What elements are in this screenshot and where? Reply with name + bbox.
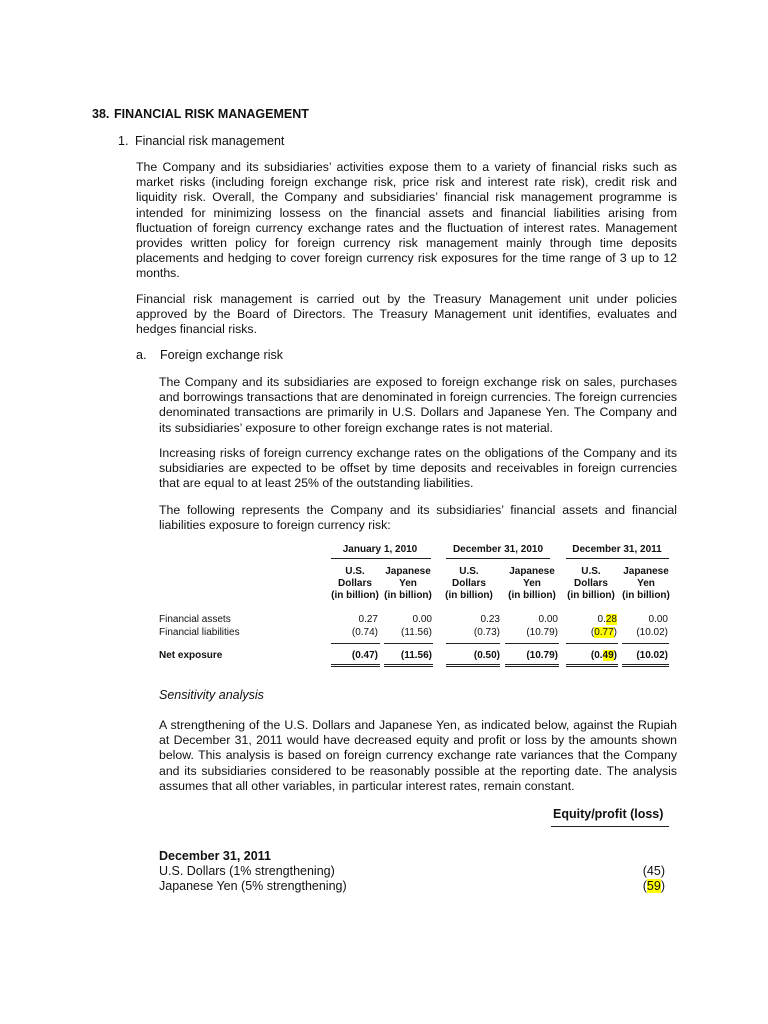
sum-rule [331, 643, 380, 644]
table-cell: (10.02) [636, 650, 668, 661]
sensitivity-row-label: Japanese Yen (5% strengthening) [159, 879, 347, 893]
equity-column-header: Equity/profit (loss) [553, 807, 664, 821]
group-underline [446, 558, 550, 559]
sum-rule [384, 643, 433, 644]
table-group-header: December 31, 2011 [572, 544, 662, 555]
paragraph-fx-exposure: The Company and its subsidiaries are exposed to foreign exchange risk on sales, purchases and borrowings transactions that are denominated in foreign currencies. The foreign currencies denominated transactions are primarily in U.S. Dollars and Japanese Yen. The Company and its subsidiaries’ exposure to other foreign exchange rates is not material. [159, 375, 677, 435]
total-double-rule [446, 664, 500, 665]
table-cell: 0.23 [480, 614, 500, 625]
highlight-mark: 0.77 [594, 627, 614, 638]
table-cell: (0.74) [351, 627, 378, 638]
total-double-rule [566, 666, 618, 667]
sum-rule [622, 643, 669, 644]
total-double-rule [331, 666, 380, 667]
table-cell: (11.56) [401, 627, 432, 638]
table-row-label: Financial liabilities [159, 627, 240, 638]
equity-header-rule [551, 826, 669, 827]
table-cell: (11.56) [400, 650, 432, 661]
section-heading [92, 107, 309, 121]
total-double-rule [331, 664, 380, 665]
table-cell: 0.00 [538, 614, 558, 625]
table-column-header: U.S. Dollars (in billion) [445, 566, 493, 601]
table-cell: 0.00 [648, 614, 668, 625]
paragraph-treasury-management: Financial risk management is carried out by the Treasury Management unit under policies approved by the Board of Directors. The Treasury Management unit identifies, evaluates and hedges financial risks. [136, 292, 677, 337]
sensitivity-row-label: U.S. Dollars (1% strengthening) [159, 864, 335, 878]
table-group-header: January 1, 2010 [342, 544, 418, 555]
sensitivity-row-value: (45) [642, 864, 665, 878]
highlight-mark: 59 [646, 879, 661, 893]
table-cell: (0.50) [473, 650, 500, 661]
subsection-heading [118, 134, 284, 148]
table-column-header: U.S. Dollars (in billion) [331, 566, 379, 601]
sum-rule [566, 643, 618, 644]
table-group-header: December 31, 2010 [452, 544, 544, 555]
item-a-heading [136, 348, 283, 362]
table-cell: (0.47) [351, 650, 378, 661]
sensitivity-date-label: December 31, 2011 [159, 849, 271, 863]
table-row-label: Net exposure [159, 650, 223, 661]
sum-rule [505, 643, 559, 644]
section-title: FINANCIAL RISK MANAGEMENT [114, 107, 309, 121]
table-cell: 0.27 [358, 614, 378, 625]
table-column-header: Japanese Yen (in billion) [384, 566, 432, 601]
paragraph-risk-overview: The Company and its subsidiaries’ activities expose them to a variety of financial risks such as market risks (including foreign exchange risk, price risk and interest rate risk), credit risk and liquidity risk. Overall, the Company and subsidiaries’ financial risk management programme is intended for minimizing lossess on the financial assets and financial liabilities arising from fluctuation of foreign currency exchange rates and the fluctuation of interest rates. Management provides written policy for foreign currency risk management mainly through time deposits placements and hedging to cover foreign currency risk exposures for the time range of 3 up to 12 months. [136, 160, 677, 281]
table-column-header: Japanese Yen (in billion) [622, 566, 670, 601]
table-cell: 0.00 [412, 614, 432, 625]
subsection-title: Financial risk management [135, 134, 285, 148]
table-cell-highlighted: (0.49) [590, 650, 617, 661]
item-a-title: Foreign exchange risk [160, 348, 283, 362]
table-cell-highlighted: 0.28 [597, 614, 617, 625]
sensitivity-row-value-highlighted: (59) [642, 879, 665, 893]
total-double-rule [622, 664, 669, 665]
total-double-rule [505, 664, 559, 665]
table-column-header: U.S. Dollars (in billion) [567, 566, 615, 601]
table-cell: (0.73) [473, 627, 500, 638]
group-underline [331, 558, 431, 559]
paragraph-table-intro: The following represents the Company and its subsidiaries’ financial assets and financial liabilities exposure to foreign currency risk: [159, 503, 677, 533]
section-number: 38. [92, 107, 110, 121]
highlight-mark: 28 [605, 614, 617, 625]
sum-rule [446, 643, 500, 644]
total-double-rule [446, 666, 500, 667]
table-cell: (10.79) [526, 650, 558, 661]
total-double-rule [505, 666, 559, 667]
total-double-rule [622, 666, 669, 667]
table-cell: (10.79) [526, 627, 558, 638]
paragraph-sensitivity: A strengthening of the U.S. Dollars and Japanese Yen, as indicated below, against the Rupiah at December 31, 2011 would have decreased equity and profit or loss by the amounts shown below. This analysis is based on foreign currency exchange rate variances that the Company and its subsidiaries considered to be reasonably possible at the reporting date. The analysis assumes that all other variables, in particular interest rates, remain constant. [159, 718, 677, 793]
sensitivity-heading: Sensitivity analysis [159, 688, 264, 702]
item-a-label: a. [136, 348, 147, 362]
table-cell-highlighted: (0.77) [590, 627, 617, 638]
table-row-label: Financial assets [159, 614, 231, 625]
total-double-rule [384, 664, 433, 665]
group-underline [566, 558, 669, 559]
table-cell: (10.02) [636, 627, 668, 638]
table-column-header: Japanese Yen (in billion) [508, 566, 556, 601]
subsection-number: 1. [118, 134, 129, 148]
highlight-mark: 49 [602, 650, 614, 661]
total-double-rule [384, 666, 433, 667]
total-double-rule [566, 664, 618, 665]
paragraph-fx-offset: Increasing risks of foreign currency exchange rates on the obligations of the Company and its subsidiaries are expected to be offset by time deposits and receivables in foreign currencies that are equal to at least 25% of the outstanding liabilities. [159, 446, 677, 491]
